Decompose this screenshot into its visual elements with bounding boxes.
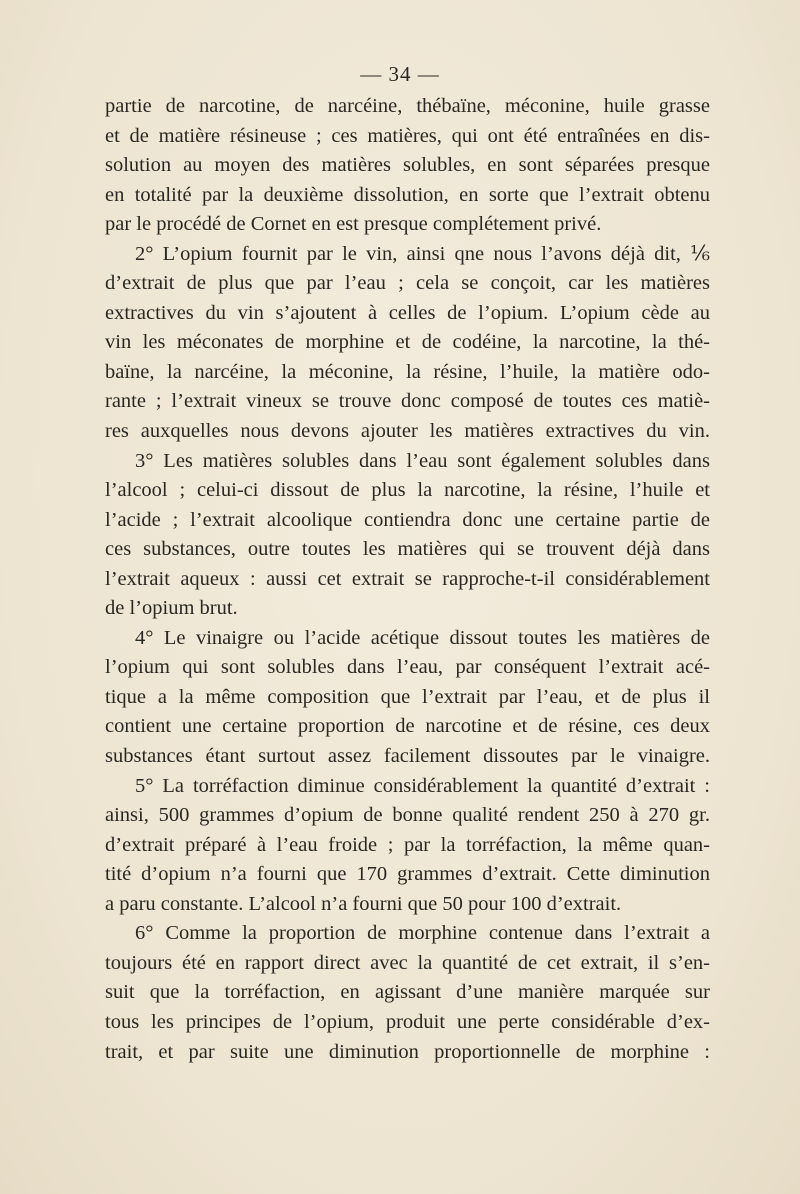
paragraph-5-start: 5° La torréfaction diminue considérablement la quantité d’extrait : [135, 774, 710, 797]
text-line: substances étant surtout assez facilement dissoutes par le vinaigre. [105, 745, 710, 768]
body-text [105, 92, 710, 1067]
text-line: res auxquelles nous devons ajouter les matières extractives du vin. [105, 420, 710, 443]
text-line: trait, et par suite une diminution proportionnelle de morphine : [105, 1040, 710, 1063]
text-line: d’extrait préparé à l’eau froide ; par la torréfaction, la même quan- [105, 833, 710, 856]
text-line: tité d’opium n’a fourni que 170 grammes d’extrait. Cette diminution [105, 863, 710, 886]
text-line: extractives du vin s’ajoutent à celles de l’opium. L’opium cède au [105, 301, 710, 324]
paragraph-4-start: 4° Le vinaigre ou l’acide acétique dissout toutes les matières de [135, 626, 710, 649]
text-line: suit que la torréfaction, en agissant d’une manière marquée sur [105, 981, 710, 1004]
paragraph-6-start: 6° Comme la proportion de morphine contenue dans l’extrait a [135, 922, 710, 945]
text-line: l’extrait aqueux : aussi cet extrait se rapproche-t-il considérablement [105, 567, 710, 590]
text-line: a paru constante. L’alcool n’a fourni que 50 pour 100 d’extrait. [105, 892, 622, 915]
text-line: en totalité par la deuxième dissolution, en sorte que l’extrait obtenu [105, 183, 710, 206]
text-line: contient une certaine proportion de narcotine et de résine, ces deux [105, 715, 710, 738]
paragraph-2-start: 2° L’opium fournit par le vin, ainsi qne nous l’avons déjà dit, ⅙ [135, 242, 710, 265]
text-line: d’extrait de plus que par l’eau ; cela se conçoit, car les matières [105, 272, 710, 295]
text-line: baïne, la narcéine, la méconine, la résine, l’huile, la matière odo- [105, 360, 710, 383]
text-line: l’acide ; l’extrait alcoolique contiendra donc une certaine partie de [105, 508, 710, 531]
text-line: solution au moyen des matières solubles, en sont séparées presque [105, 154, 710, 177]
text-line: vin les méconates de morphine et de codéine, la narcotine, la thé- [105, 331, 710, 354]
text-line: ces substances, outre toutes les matières qui se trouvent déjà dans [105, 538, 710, 561]
text-line: toujours été en rapport direct avec la quantité de cet extrait, il s’en- [105, 951, 710, 974]
text-line: de l’opium brut. [105, 597, 238, 620]
text-line: tique a la même composition que l’extrait par l’eau, et de plus il [105, 685, 710, 708]
text-line: par le procédé de Cornet en est presque complétement privé. [105, 213, 602, 236]
page-number: — 34 — [360, 62, 440, 86]
text-line: et de matière résineuse ; ces matières, qui ont été entraînées en dis- [105, 124, 710, 147]
text-line: l’opium qui sont solubles dans l’eau, par conséquent l’extrait acé- [105, 656, 710, 679]
text-line: rante ; l’extrait vineux se trouve donc composé de toutes ces matiè- [105, 390, 710, 413]
text-line: ainsi, 500 grammes d’opium de bonne qualité rendent 250 à 270 gr. [105, 804, 710, 827]
text-line: l’alcool ; celui-ci dissout de plus la narcotine, la résine, l’huile et [105, 479, 710, 502]
text-line: partie de narcotine, de narcéine, thébaïne, méconine, huile grasse [105, 95, 710, 117]
text-line: tous les principes de l’opium, produit une perte considérable d’ex- [105, 1010, 710, 1033]
paragraph-3-start: 3° Les matières solubles dans l’eau sont également solubles dans [135, 449, 710, 472]
